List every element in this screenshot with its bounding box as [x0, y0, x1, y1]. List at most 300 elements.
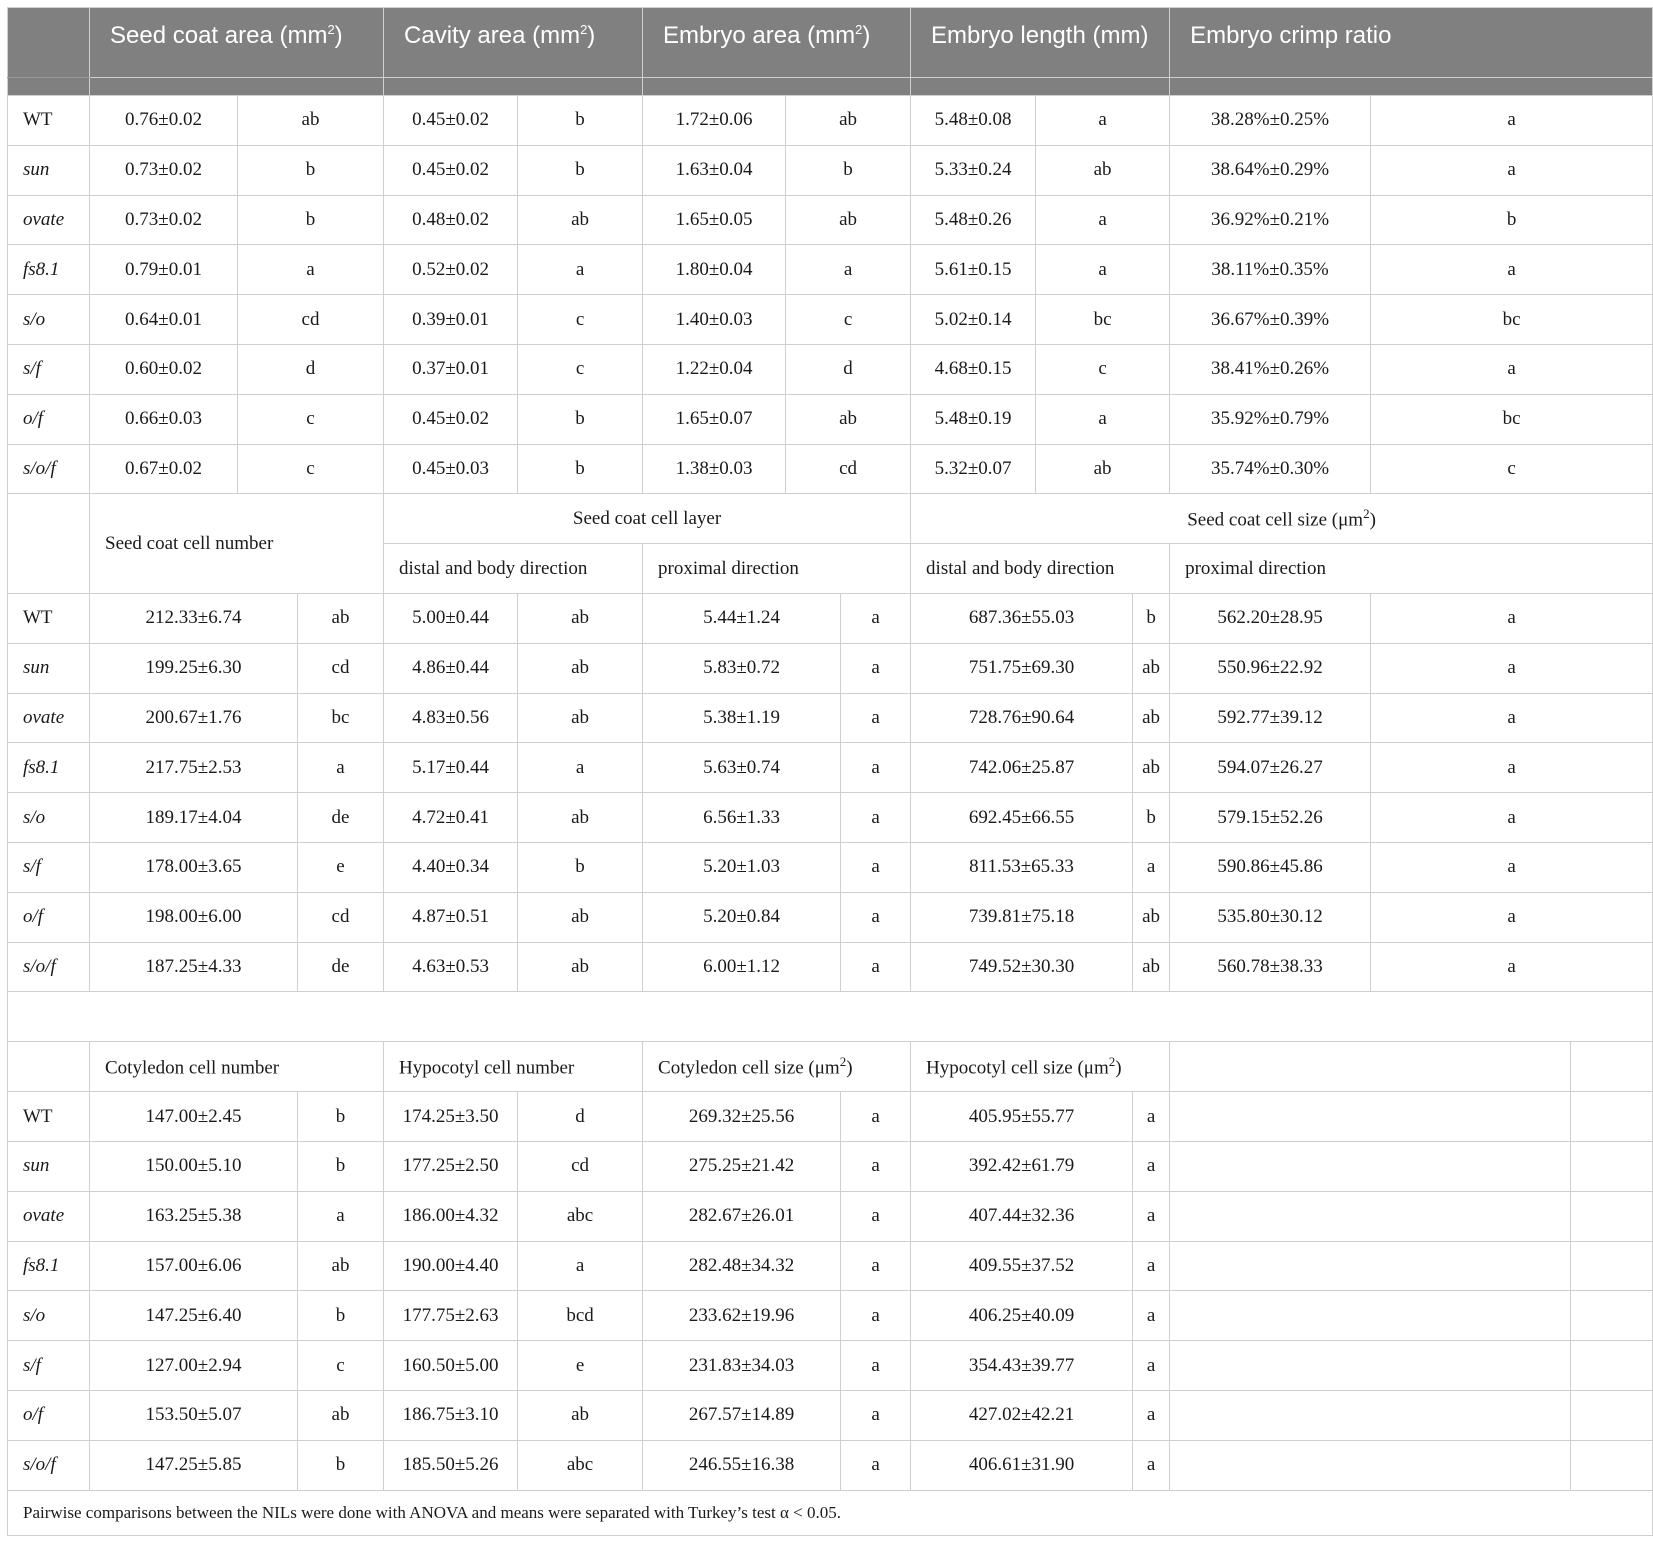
letter-cell: a [841, 1440, 911, 1490]
value-cell: 535.80±30.12 [1170, 892, 1371, 942]
value-cell: 177.75±2.63 [384, 1291, 518, 1341]
value-cell: 409.55±37.52 [911, 1241, 1133, 1291]
superscript: 2 [1363, 506, 1370, 522]
data-table [7, 7, 1653, 1536]
letter-cell: a [841, 793, 911, 843]
letter-cell: a [1371, 743, 1653, 793]
letter-cell: a [1036, 394, 1170, 444]
letter-cell: ab [518, 643, 643, 693]
row-label: s/o/f [8, 444, 90, 494]
value-cell: 751.75±69.30 [911, 643, 1133, 693]
value-cell: 186.75±3.10 [384, 1390, 518, 1440]
letter-cell: c [1371, 444, 1653, 494]
empty-cell [1571, 1042, 1653, 1092]
letter-cell: a [1371, 344, 1653, 394]
section3-header-cell [384, 1042, 643, 1092]
letter-cell: e [518, 1341, 643, 1391]
letter-cell: b [298, 1141, 384, 1191]
letter-cell: a [841, 593, 911, 643]
footnote-row [8, 1490, 1653, 1535]
letter-cell: a [841, 1191, 911, 1241]
table-row [8, 1092, 1653, 1142]
row-label: s/o [8, 1291, 90, 1341]
row-label: s/o [8, 295, 90, 345]
letter-cell: a [1133, 1241, 1170, 1291]
letter-cell: a [1036, 96, 1170, 146]
letter-cell: b [518, 444, 643, 494]
letter-cell: c [786, 295, 911, 345]
letter-cell: a [518, 245, 643, 295]
table-row [8, 743, 1653, 793]
letter-cell: b [1133, 793, 1170, 843]
letter-cell: bc [1371, 295, 1653, 345]
cell-text: ) [1115, 1057, 1122, 1079]
value-cell: 163.25±5.38 [90, 1191, 298, 1241]
letter-cell: e [298, 842, 384, 892]
value-cell: 407.44±32.36 [911, 1191, 1133, 1241]
letter-cell: a [1371, 245, 1653, 295]
value-cell: 38.28%±0.25% [1170, 96, 1371, 146]
header-text: Embryo area (mm [663, 22, 856, 49]
table-row [8, 643, 1653, 693]
value-cell: 692.45±66.55 [911, 793, 1133, 843]
letter-cell: ab [518, 195, 643, 245]
value-cell: 5.17±0.44 [384, 743, 518, 793]
letter-cell: ab [1133, 643, 1170, 693]
row-label: ovate [8, 693, 90, 743]
value-cell: 5.83±0.72 [643, 643, 841, 693]
letter-cell: a [841, 743, 911, 793]
value-cell: 246.55±16.38 [643, 1440, 841, 1490]
value-cell: 231.83±34.03 [643, 1341, 841, 1391]
letter-cell: a [841, 892, 911, 942]
letter-cell: a [1133, 1141, 1170, 1191]
table-row [8, 793, 1653, 843]
letter-cell: a [1133, 1390, 1170, 1440]
table-row [8, 842, 1653, 892]
value-cell: 186.00±4.32 [384, 1191, 518, 1241]
value-cell: 178.00±3.65 [90, 842, 298, 892]
letter-cell: ab [238, 96, 384, 146]
letter-cell: ab [1133, 693, 1170, 743]
row-label: fs8.1 [8, 1241, 90, 1291]
value-cell: 0.52±0.02 [384, 245, 518, 295]
proximal-direction-header: proximal direction [643, 544, 911, 594]
letter-cell: ab [1036, 145, 1170, 195]
value-cell: 406.25±40.09 [911, 1291, 1133, 1341]
letter-cell: a [1371, 593, 1653, 643]
letter-cell: ab [518, 593, 643, 643]
header-close: ) [334, 22, 343, 49]
value-cell: 1.65±0.07 [643, 394, 786, 444]
row-label: WT [8, 593, 90, 643]
value-cell: 199.25±6.30 [90, 643, 298, 693]
header-row-spacer [8, 78, 1653, 96]
letter-cell: a [841, 1141, 911, 1191]
section3-header-row [8, 1042, 1653, 1092]
letter-cell: cd [298, 643, 384, 693]
value-cell: 233.62±19.96 [643, 1291, 841, 1341]
value-cell: 590.86±45.86 [1170, 842, 1371, 892]
letter-cell: a [841, 942, 911, 992]
empty-cell [1571, 1390, 1653, 1440]
letter-cell: a [841, 842, 911, 892]
letter-cell: b [238, 145, 384, 195]
value-cell: 282.48±34.32 [643, 1241, 841, 1291]
letter-cell: bc [1371, 394, 1653, 444]
letter-cell: a [1133, 1440, 1170, 1490]
value-cell: 5.20±0.84 [643, 892, 841, 942]
table-row [8, 1341, 1653, 1391]
letter-cell: c [1036, 344, 1170, 394]
letter-cell: b [518, 145, 643, 195]
value-cell: 38.64%±0.29% [1170, 145, 1371, 195]
letter-cell: cd [518, 1141, 643, 1191]
letter-cell: a [518, 743, 643, 793]
row-label: sun [8, 1141, 90, 1191]
letter-cell: a [1371, 892, 1653, 942]
letter-cell: a [238, 245, 384, 295]
letter-cell: a [518, 1241, 643, 1291]
letter-cell: ab [298, 1390, 384, 1440]
seed-coat-cell-number-header: Seed coat cell number [90, 494, 384, 594]
value-cell: 190.00±4.40 [384, 1241, 518, 1291]
letter-cell: a [1133, 1092, 1170, 1142]
cell-text: ) [1369, 509, 1376, 531]
table-row [8, 295, 1653, 345]
value-cell: 147.25±6.40 [90, 1291, 298, 1341]
value-cell: 5.48±0.08 [911, 96, 1036, 146]
section3-header-cell [643, 1042, 911, 1092]
value-cell: 160.50±5.00 [384, 1341, 518, 1391]
value-cell: 153.50±5.07 [90, 1390, 298, 1440]
row-label: sun [8, 145, 90, 195]
value-cell: 200.67±1.76 [90, 693, 298, 743]
value-cell: 150.00±5.10 [90, 1141, 298, 1191]
row-label: ovate [8, 195, 90, 245]
value-cell: 579.15±52.26 [1170, 793, 1371, 843]
table-row [8, 1291, 1653, 1341]
empty-cell [1571, 1241, 1653, 1291]
header-spacer [8, 78, 90, 96]
letter-cell: c [518, 344, 643, 394]
superscript: 2 [839, 1054, 847, 1070]
letter-cell: cd [238, 295, 384, 345]
header-spacer [1170, 78, 1653, 96]
value-cell: 550.96±22.92 [1170, 643, 1371, 693]
value-cell: 562.20±28.95 [1170, 593, 1371, 643]
value-cell: 185.50±5.26 [384, 1440, 518, 1490]
letter-cell: a [1371, 942, 1653, 992]
header-sup: 2 [855, 22, 863, 37]
table-row [8, 1191, 1653, 1241]
value-cell: 38.11%±0.35% [1170, 245, 1371, 295]
row-label: s/f [8, 842, 90, 892]
header-cell-blank [8, 494, 90, 594]
value-cell: 811.53±65.33 [911, 842, 1133, 892]
value-cell: 739.81±75.18 [911, 892, 1133, 942]
letter-cell: a [841, 1291, 911, 1341]
letter-cell: ab [518, 942, 643, 992]
value-cell: 275.25±21.42 [643, 1141, 841, 1191]
seed-coat-cell-size-header [911, 494, 1653, 544]
letter-cell: d [518, 1092, 643, 1142]
value-cell: 749.52±30.30 [911, 942, 1133, 992]
value-cell: 0.73±0.02 [90, 195, 238, 245]
value-cell: 5.48±0.19 [911, 394, 1036, 444]
letter-cell: ab [298, 593, 384, 643]
header-spacer [384, 78, 643, 96]
value-cell: 6.00±1.12 [643, 942, 841, 992]
value-cell: 0.64±0.01 [90, 295, 238, 345]
letter-cell: a [841, 1390, 911, 1440]
value-cell: 1.38±0.03 [643, 444, 786, 494]
row-label: s/o/f [8, 1440, 90, 1490]
empty-cell [1170, 1092, 1571, 1142]
value-cell: 35.74%±0.30% [1170, 444, 1371, 494]
letter-cell: bc [1036, 295, 1170, 345]
header-row [8, 8, 1653, 78]
value-cell: 0.73±0.02 [90, 145, 238, 195]
section2-header-row [8, 494, 1653, 544]
letter-cell: a [1371, 693, 1653, 743]
value-cell: 5.48±0.26 [911, 195, 1036, 245]
cell-text: Hypocotyl cell size (μm [926, 1057, 1109, 1079]
value-cell: 217.75±2.53 [90, 743, 298, 793]
letter-cell: ab [518, 793, 643, 843]
row-label: fs8.1 [8, 245, 90, 295]
letter-cell: b [518, 842, 643, 892]
letter-cell: ab [786, 394, 911, 444]
value-cell: 4.87±0.51 [384, 892, 518, 942]
header-cavity-area [384, 8, 643, 78]
value-cell: 5.63±0.74 [643, 743, 841, 793]
letter-cell: a [1036, 245, 1170, 295]
header-close: ) [587, 22, 596, 49]
letter-cell: de [298, 793, 384, 843]
letter-cell: ab [1036, 444, 1170, 494]
value-cell: 127.00±2.94 [90, 1341, 298, 1391]
letter-cell: d [786, 344, 911, 394]
letter-cell: bc [298, 693, 384, 743]
value-cell: 354.43±39.77 [911, 1341, 1133, 1391]
row-label: fs8.1 [8, 743, 90, 793]
empty-cell [1571, 1191, 1653, 1241]
proximal-direction-header: proximal direction [1170, 544, 1653, 594]
table-row [8, 444, 1653, 494]
row-label: WT [8, 96, 90, 146]
value-cell: 4.83±0.56 [384, 693, 518, 743]
value-cell: 35.92%±0.79% [1170, 394, 1371, 444]
letter-cell: b [518, 96, 643, 146]
letter-cell: ab [786, 195, 911, 245]
distal-direction-header: distal and body direction [911, 544, 1170, 594]
value-cell: 174.25±3.50 [384, 1092, 518, 1142]
spacer-row [8, 992, 1653, 1042]
footnote: Pairwise comparisons between the NILs were done with ANOVA and means were separated with Turkey’s test α < 0.05. [8, 1490, 1653, 1535]
value-cell: 1.22±0.04 [643, 344, 786, 394]
row-label: sun [8, 643, 90, 693]
letter-cell: b [238, 195, 384, 245]
spacer-cell [8, 992, 1653, 1042]
header-embryo-area [643, 8, 911, 78]
value-cell: 38.41%±0.26% [1170, 344, 1371, 394]
value-cell: 0.60±0.02 [90, 344, 238, 394]
value-cell: 267.57±14.89 [643, 1390, 841, 1440]
empty-cell [1170, 1141, 1571, 1191]
row-label: s/o/f [8, 942, 90, 992]
letter-cell: ab [1133, 942, 1170, 992]
empty-cell [1571, 1141, 1653, 1191]
value-cell: 6.56±1.33 [643, 793, 841, 843]
value-cell: 392.42±61.79 [911, 1141, 1133, 1191]
table-row [8, 344, 1653, 394]
letter-cell: a [841, 643, 911, 693]
letter-cell: a [1133, 1191, 1170, 1241]
value-cell: 5.61±0.15 [911, 245, 1036, 295]
letter-cell: ab [298, 1241, 384, 1291]
letter-cell: b [1133, 593, 1170, 643]
letter-cell: c [238, 394, 384, 444]
table-row [8, 245, 1653, 295]
letter-cell: a [1133, 842, 1170, 892]
letter-cell: c [238, 444, 384, 494]
value-cell: 0.66±0.03 [90, 394, 238, 444]
empty-cell [1170, 1042, 1571, 1092]
section3-header-cell [90, 1042, 384, 1092]
row-label: o/f [8, 892, 90, 942]
letter-cell: ab [518, 693, 643, 743]
letter-cell: a [786, 245, 911, 295]
header-embryo-crimp-ratio [1170, 8, 1653, 78]
empty-cell [1571, 1440, 1653, 1490]
section3-header-cell [911, 1042, 1170, 1092]
table-row [8, 892, 1653, 942]
value-cell: 0.39±0.01 [384, 295, 518, 345]
letter-cell: ab [1133, 743, 1170, 793]
cell-text: Seed coat cell size (μm [1187, 509, 1364, 531]
empty-cell [1170, 1341, 1571, 1391]
value-cell: 0.67±0.02 [90, 444, 238, 494]
letter-cell: bcd [518, 1291, 643, 1341]
value-cell: 4.86±0.44 [384, 643, 518, 693]
header-cell-blank [8, 1042, 90, 1092]
value-cell: 0.45±0.02 [384, 394, 518, 444]
value-cell: 0.37±0.01 [384, 344, 518, 394]
letter-cell: cd [298, 892, 384, 942]
letter-cell: a [841, 1092, 911, 1142]
empty-cell [1170, 1440, 1571, 1490]
header-text: Embryo crimp ratio [1190, 22, 1392, 49]
value-cell: 560.78±38.33 [1170, 942, 1371, 992]
table-row [8, 96, 1653, 146]
value-cell: 5.44±1.24 [643, 593, 841, 643]
letter-cell: ab [518, 892, 643, 942]
table-row [8, 145, 1653, 195]
value-cell: 189.17±4.04 [90, 793, 298, 843]
letter-cell: ab [1133, 892, 1170, 942]
value-cell: 5.00±0.44 [384, 593, 518, 643]
letter-cell: a [1371, 643, 1653, 693]
value-cell: 1.63±0.04 [643, 145, 786, 195]
header-corner [8, 8, 90, 78]
value-cell: 5.32±0.07 [911, 444, 1036, 494]
letter-cell: b [298, 1092, 384, 1142]
header-text: Cavity area (mm [404, 22, 581, 49]
value-cell: 4.63±0.53 [384, 942, 518, 992]
letter-cell: a [298, 1191, 384, 1241]
row-label: o/f [8, 1390, 90, 1440]
table-row [8, 693, 1653, 743]
letter-cell: a [841, 1241, 911, 1291]
value-cell: 0.45±0.03 [384, 444, 518, 494]
letter-cell: d [238, 344, 384, 394]
data-table-container [7, 7, 1521, 1536]
value-cell: 1.72±0.06 [643, 96, 786, 146]
row-label: s/o [8, 793, 90, 843]
value-cell: 282.67±26.01 [643, 1191, 841, 1241]
value-cell: 5.20±1.03 [643, 842, 841, 892]
letter-cell: a [298, 743, 384, 793]
header-sup: 2 [580, 22, 588, 37]
table-row [8, 942, 1653, 992]
letter-cell: c [518, 295, 643, 345]
letter-cell: a [1133, 1341, 1170, 1391]
value-cell: 157.00±6.06 [90, 1241, 298, 1291]
value-cell: 187.25±4.33 [90, 942, 298, 992]
value-cell: 0.48±0.02 [384, 195, 518, 245]
letter-cell: a [841, 1341, 911, 1391]
header-embryo-length [911, 8, 1170, 78]
value-cell: 36.92%±0.21% [1170, 195, 1371, 245]
letter-cell: b [298, 1440, 384, 1490]
row-label: WT [8, 1092, 90, 1142]
letter-cell: a [1371, 145, 1653, 195]
row-label: s/f [8, 344, 90, 394]
letter-cell: b [786, 145, 911, 195]
empty-cell [1571, 1291, 1653, 1341]
cell-text: Cotyledon cell size (μm [658, 1057, 840, 1079]
letter-cell: c [298, 1341, 384, 1391]
row-label: o/f [8, 394, 90, 444]
header-text: Embryo length (mm) [931, 22, 1149, 49]
table-row [8, 195, 1653, 245]
value-cell: 147.00±2.45 [90, 1092, 298, 1142]
value-cell: 0.45±0.02 [384, 145, 518, 195]
header-close: ) [862, 22, 871, 49]
header-sup: 2 [327, 22, 335, 37]
distal-direction-header: distal and body direction [384, 544, 643, 594]
value-cell: 0.76±0.02 [90, 96, 238, 146]
letter-cell: ab [518, 1390, 643, 1440]
table-row [8, 593, 1653, 643]
value-cell: 592.77±39.12 [1170, 693, 1371, 743]
value-cell: 594.07±26.27 [1170, 743, 1371, 793]
cell-text: Hypocotyl cell number [399, 1057, 575, 1079]
letter-cell: a [1036, 195, 1170, 245]
letter-cell: cd [786, 444, 911, 494]
table-row [8, 1390, 1653, 1440]
letter-cell: a [1133, 1291, 1170, 1341]
value-cell: 0.45±0.02 [384, 96, 518, 146]
value-cell: 5.33±0.24 [911, 145, 1036, 195]
table-row [8, 394, 1653, 444]
value-cell: 406.61±31.90 [911, 1440, 1133, 1490]
empty-cell [1571, 1092, 1653, 1142]
letter-cell: b [298, 1291, 384, 1341]
letter-cell: a [1371, 842, 1653, 892]
value-cell: 728.76±90.64 [911, 693, 1133, 743]
